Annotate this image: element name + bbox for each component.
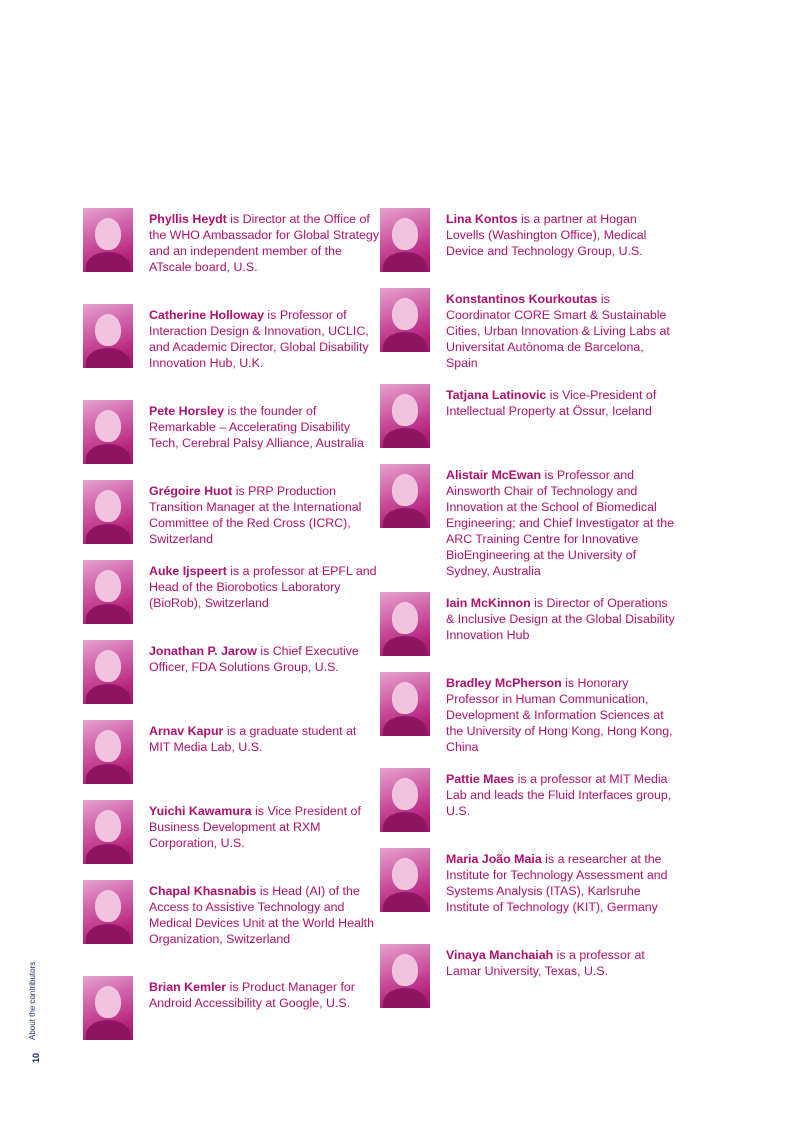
- contributor-name: Iain McKinnon: [446, 596, 531, 610]
- contributor-description: is Director of Operations & Inclusive Design at the Global Disability Innovation Hub: [446, 596, 675, 642]
- contributor-photo: [380, 384, 430, 448]
- contributor-photo: [83, 560, 133, 624]
- contributor-photo: [380, 208, 430, 272]
- contributor-bio: [149, 403, 379, 451]
- contributor-description: is a graduate student at MIT Media Lab, U.S.: [149, 724, 357, 754]
- contributor-name: Pattie Maes: [446, 772, 515, 786]
- contributor-name: Brian Kemler: [149, 980, 227, 994]
- contributor-bio: [149, 979, 379, 1011]
- contributor-description: is a professor at MIT Media Lab and leads the Fluid Interfaces group, U.S.: [446, 772, 672, 818]
- contributor-name: Catherine Holloway: [149, 308, 264, 322]
- contributor-name: Maria João Maia: [446, 852, 542, 866]
- contributor-name: Grégoire Huot: [149, 484, 233, 498]
- contributor-description: is Honorary Professor in Human Communication, Development & Information Sciences at the University of Hong Kong, Hong Kong, China: [446, 676, 673, 754]
- contributor-name: Phyllis Heydt: [149, 212, 227, 226]
- contributor-bio: [149, 643, 379, 675]
- contributor-description: is Head (AI) of the Access to Assistive Technology and Medical Devices Unit at the World Health Organization, Switzerland: [149, 884, 374, 946]
- contributor-name: Konstantinos Kourkoutas: [446, 292, 598, 306]
- contributor-photo: [380, 464, 430, 528]
- contributor-description: is a professor at Lamar University, Texas, U.S.: [446, 948, 645, 978]
- contributor-name: Vinaya Manchaiah: [446, 948, 554, 962]
- contributor-description: is Professor and Ainsworth Chair of Technology and Innovation at the School of Biomedical Engineering; and Chief Investigator at the ARC Training Centre for Innovative BioEngineering at the University of Sydney, Australia: [446, 468, 674, 578]
- page-number: 10: [31, 1052, 41, 1063]
- contributor-description: is Product Manager for Android Accessibility at Google, U.S.: [149, 980, 355, 1010]
- contributor-name: Chapal Khasnabis: [149, 884, 257, 898]
- contributor-name: Arnav Kapur: [149, 724, 224, 738]
- contributor-bio: [446, 291, 676, 371]
- contributor-photo: [83, 720, 133, 784]
- contributor-photo: [83, 880, 133, 944]
- contributor-description: is Director at the Office of the WHO Ambassador for Global Strategy and an independent member of the ATscale board, U.S.: [149, 212, 380, 274]
- contributor-description: is Vice President of Business Development at RXM Corporation, U.S.: [149, 804, 361, 850]
- contributor-description: is the founder of Remarkable – Accelerating Disability Tech, Cerebral Palsy Alliance, Australia: [149, 404, 364, 450]
- contributor-description: is Vice-President of Intellectual Property at Össur, Iceland: [446, 388, 657, 418]
- contributor-photo: [83, 976, 133, 1040]
- contributor-bio: [149, 883, 379, 947]
- contributor-bio: [446, 467, 676, 579]
- contributor-bio: [446, 387, 676, 419]
- contributor-bio: [446, 675, 676, 755]
- contributor-photo: [380, 288, 430, 352]
- contributor-bio: [446, 211, 676, 259]
- contributor-bio: [446, 595, 676, 643]
- contributor-photo: [83, 400, 133, 464]
- contributor-photo: [380, 944, 430, 1008]
- contributor-photo: [83, 208, 133, 272]
- contributor-bio: [149, 307, 379, 371]
- contributor-bio: [149, 803, 379, 851]
- contributor-bio: [149, 723, 379, 755]
- section-label: About the contributors: [28, 961, 37, 1040]
- contributor-photo: [380, 672, 430, 736]
- contributor-description: is Chief Executive Officer, FDA Solutions Group, U.S.: [149, 644, 359, 674]
- contributor-photo: [83, 640, 133, 704]
- contributor-description: is Coordinator CORE Smart & Sustainable Cities, Urban Innovation & Living Labs at Universitat Autònoma de Barcelona, Spain: [446, 292, 670, 370]
- contributor-name: Tatjana Latinovic: [446, 388, 547, 402]
- contributor-description: is PRP Production Transition Manager at the International Committee of the Red Cross (ICRC), Switzerland: [149, 484, 362, 546]
- contributor-bio: [149, 483, 379, 547]
- contributor-bio: [446, 851, 676, 915]
- contributor-photo: [83, 800, 133, 864]
- contributor-photo: [380, 592, 430, 656]
- contributor-name: Bradley McPherson: [446, 676, 562, 690]
- contributor-photo: [380, 848, 430, 912]
- contributor-photo: [83, 304, 133, 368]
- contributor-description: is a partner at Hogan Lovells (Washington Office), Medical Device and Technology Group, U.S.: [446, 212, 647, 258]
- contributor-bio: [149, 563, 379, 611]
- contributor-description: is a professor at EPFL and Head of the Biorobotics Laboratory (BioRob), Switzerland: [149, 564, 377, 610]
- contributor-name: Pete Horsley: [149, 404, 225, 418]
- contributor-description: is Professor of Interaction Design & Innovation, UCLIC, and Academic Director, Global Disability Innovation Hub, U.K.: [149, 308, 369, 370]
- contributor-name: Auke Ijspeert: [149, 564, 227, 578]
- contributor-photo: [380, 768, 430, 832]
- contributor-name: Alistair McEwan: [446, 468, 542, 482]
- contributor-name: Jonathan P. Jarow: [149, 644, 257, 658]
- contributor-description: is a researcher at the Institute for Technology Assessment and Systems Analysis (ITAS), Karlsruhe Institute of Technology (KIT), Germany: [446, 852, 668, 914]
- contributor-name: Yuichi Kawamura: [149, 804, 252, 818]
- contributor-bio: [446, 771, 676, 819]
- contributor-photo: [83, 480, 133, 544]
- contributor-bio: [149, 211, 379, 275]
- contributor-name: Lina Kontos: [446, 212, 518, 226]
- contributor-bio: [446, 947, 676, 979]
